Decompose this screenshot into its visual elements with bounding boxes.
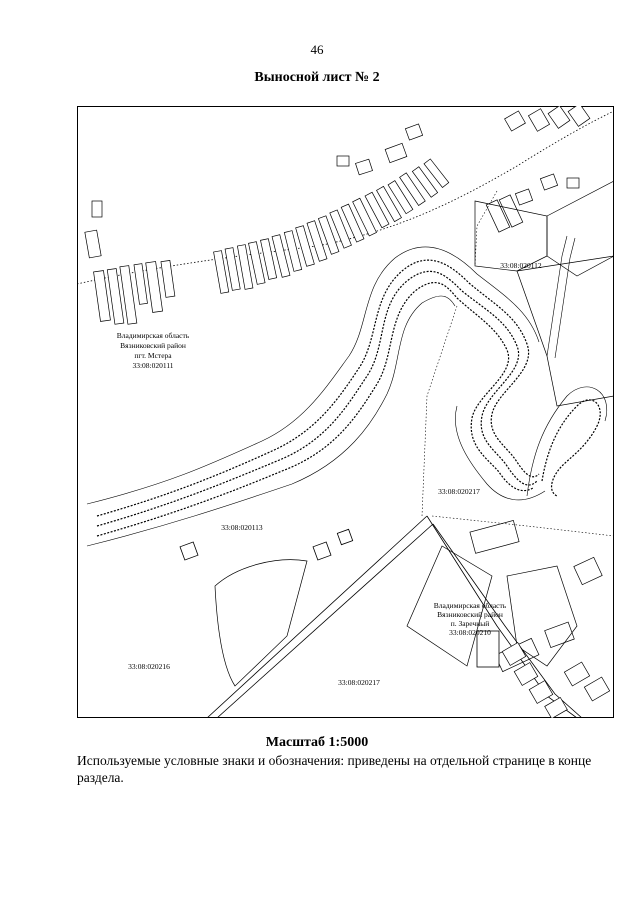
cadastral-code-020216: 33:08:020216 xyxy=(128,662,170,671)
map-scale-label: Масштаб 1:5000 xyxy=(265,735,369,750)
cadastral-code-020113: 33:08:020113 xyxy=(221,523,263,532)
map-drawing xyxy=(77,106,614,718)
region-mstera-line3: пгт. Мстера xyxy=(134,351,172,360)
region-zarechny-line3: п. Заречный xyxy=(450,619,490,628)
region-mstera-line2: Вязниковский район xyxy=(120,341,186,350)
cadastral-code-020217-mid: 33:08:020217 xyxy=(438,487,480,496)
region-zarechny-line4: 33:08:020210 xyxy=(449,628,491,637)
region-zarechny-line1: Владимирская область xyxy=(433,601,507,610)
cadastral-code-020217-bottom: 33:08:020217 xyxy=(338,678,380,687)
legend-note: Используемые условные знаки и обозначения: приведены на отдельной странице в конце раздела. xyxy=(77,753,592,785)
region-mstera-line1: Владимирская область xyxy=(116,331,190,340)
sheet-title: Выносной лист № 2 xyxy=(254,70,380,85)
region-mstera-line4: 33:08:020111 xyxy=(132,361,174,370)
map-border xyxy=(78,107,614,718)
page-number: 46 xyxy=(310,42,324,57)
cadastral-code-020112: 33:08:020112 xyxy=(500,261,542,270)
cadastral-map xyxy=(77,106,614,718)
region-zarechny-line2: Вязниковский район xyxy=(437,610,503,619)
